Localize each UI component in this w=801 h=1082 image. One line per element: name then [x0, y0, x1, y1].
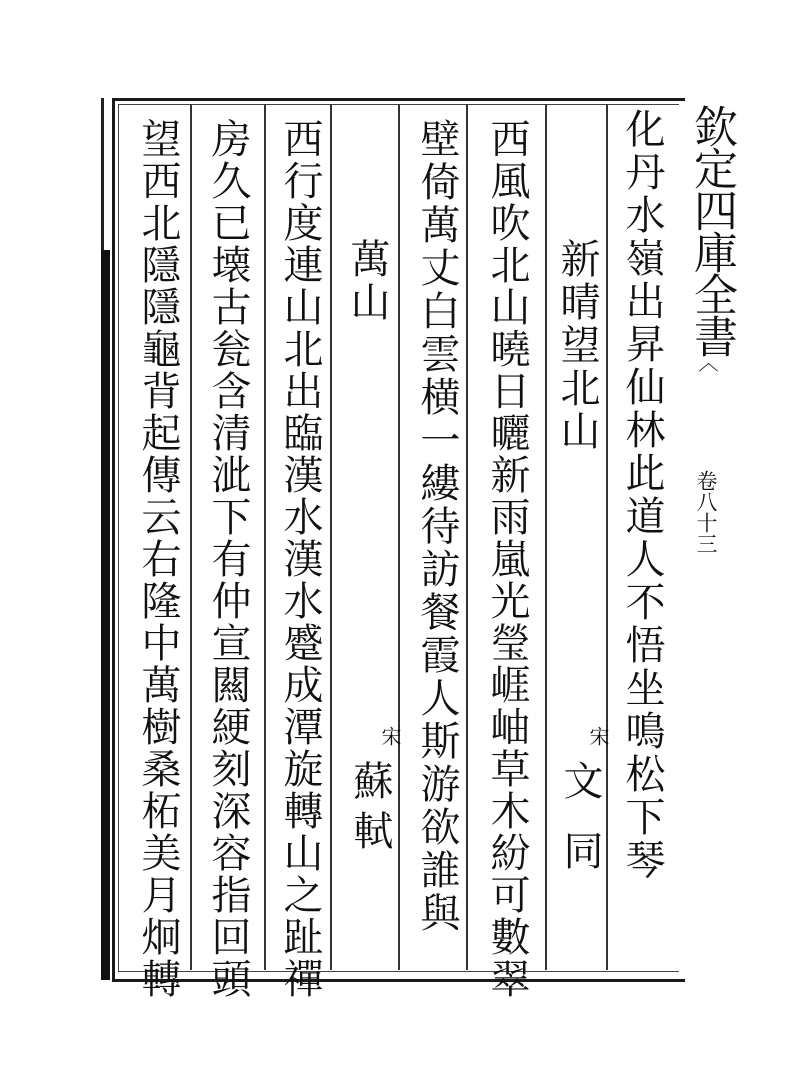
collection-title: 欽定四庫全書: [686, 104, 737, 356]
poem-author: 文同: [557, 760, 603, 900]
poem-dynasty: 宋: [586, 726, 610, 746]
text-column-8: 望西北隱隱龜背起傳云右隆中萬樹桑柘美月炯轉: [135, 118, 181, 1000]
column-rule: [466, 104, 468, 970]
volume-number: 卷八十三: [694, 470, 718, 554]
column-rule: [264, 104, 266, 970]
fishtail-mark: ︿: [695, 352, 719, 372]
text-column-7: 房久已壊古瓮含清泚下有仲宣闗綆刻深容指回頭: [205, 118, 251, 1000]
binding-edge: [101, 250, 110, 980]
text-column-3: 西風吹北山曉日曬新雨嵐光瑩崕岫草木紛可數翠: [484, 118, 530, 1000]
column-rule: [398, 104, 400, 970]
poem-dynasty: 宋: [378, 726, 402, 746]
column-rule: [330, 104, 332, 970]
poem-author: 蘇軾: [347, 760, 393, 860]
text-column-1: 化丹水嶺出昇仙林此道人不悟坐鳴松下琴: [619, 108, 665, 882]
text-column-6: 西行度連山北出臨漢水漢水蹙成潭旋轉山之趾禪: [277, 118, 323, 1000]
poem-title: 萬山: [344, 238, 390, 324]
column-rule: [190, 104, 192, 970]
column-rule: [606, 104, 608, 970]
text-column-4: 壁倚萬丈白雲横一縷待訪餐霞人斯游欲誰與: [414, 118, 460, 935]
column-rule: [545, 104, 547, 970]
binding-edge-top: [101, 98, 104, 258]
poem-title: 新晴望北山: [554, 238, 600, 453]
